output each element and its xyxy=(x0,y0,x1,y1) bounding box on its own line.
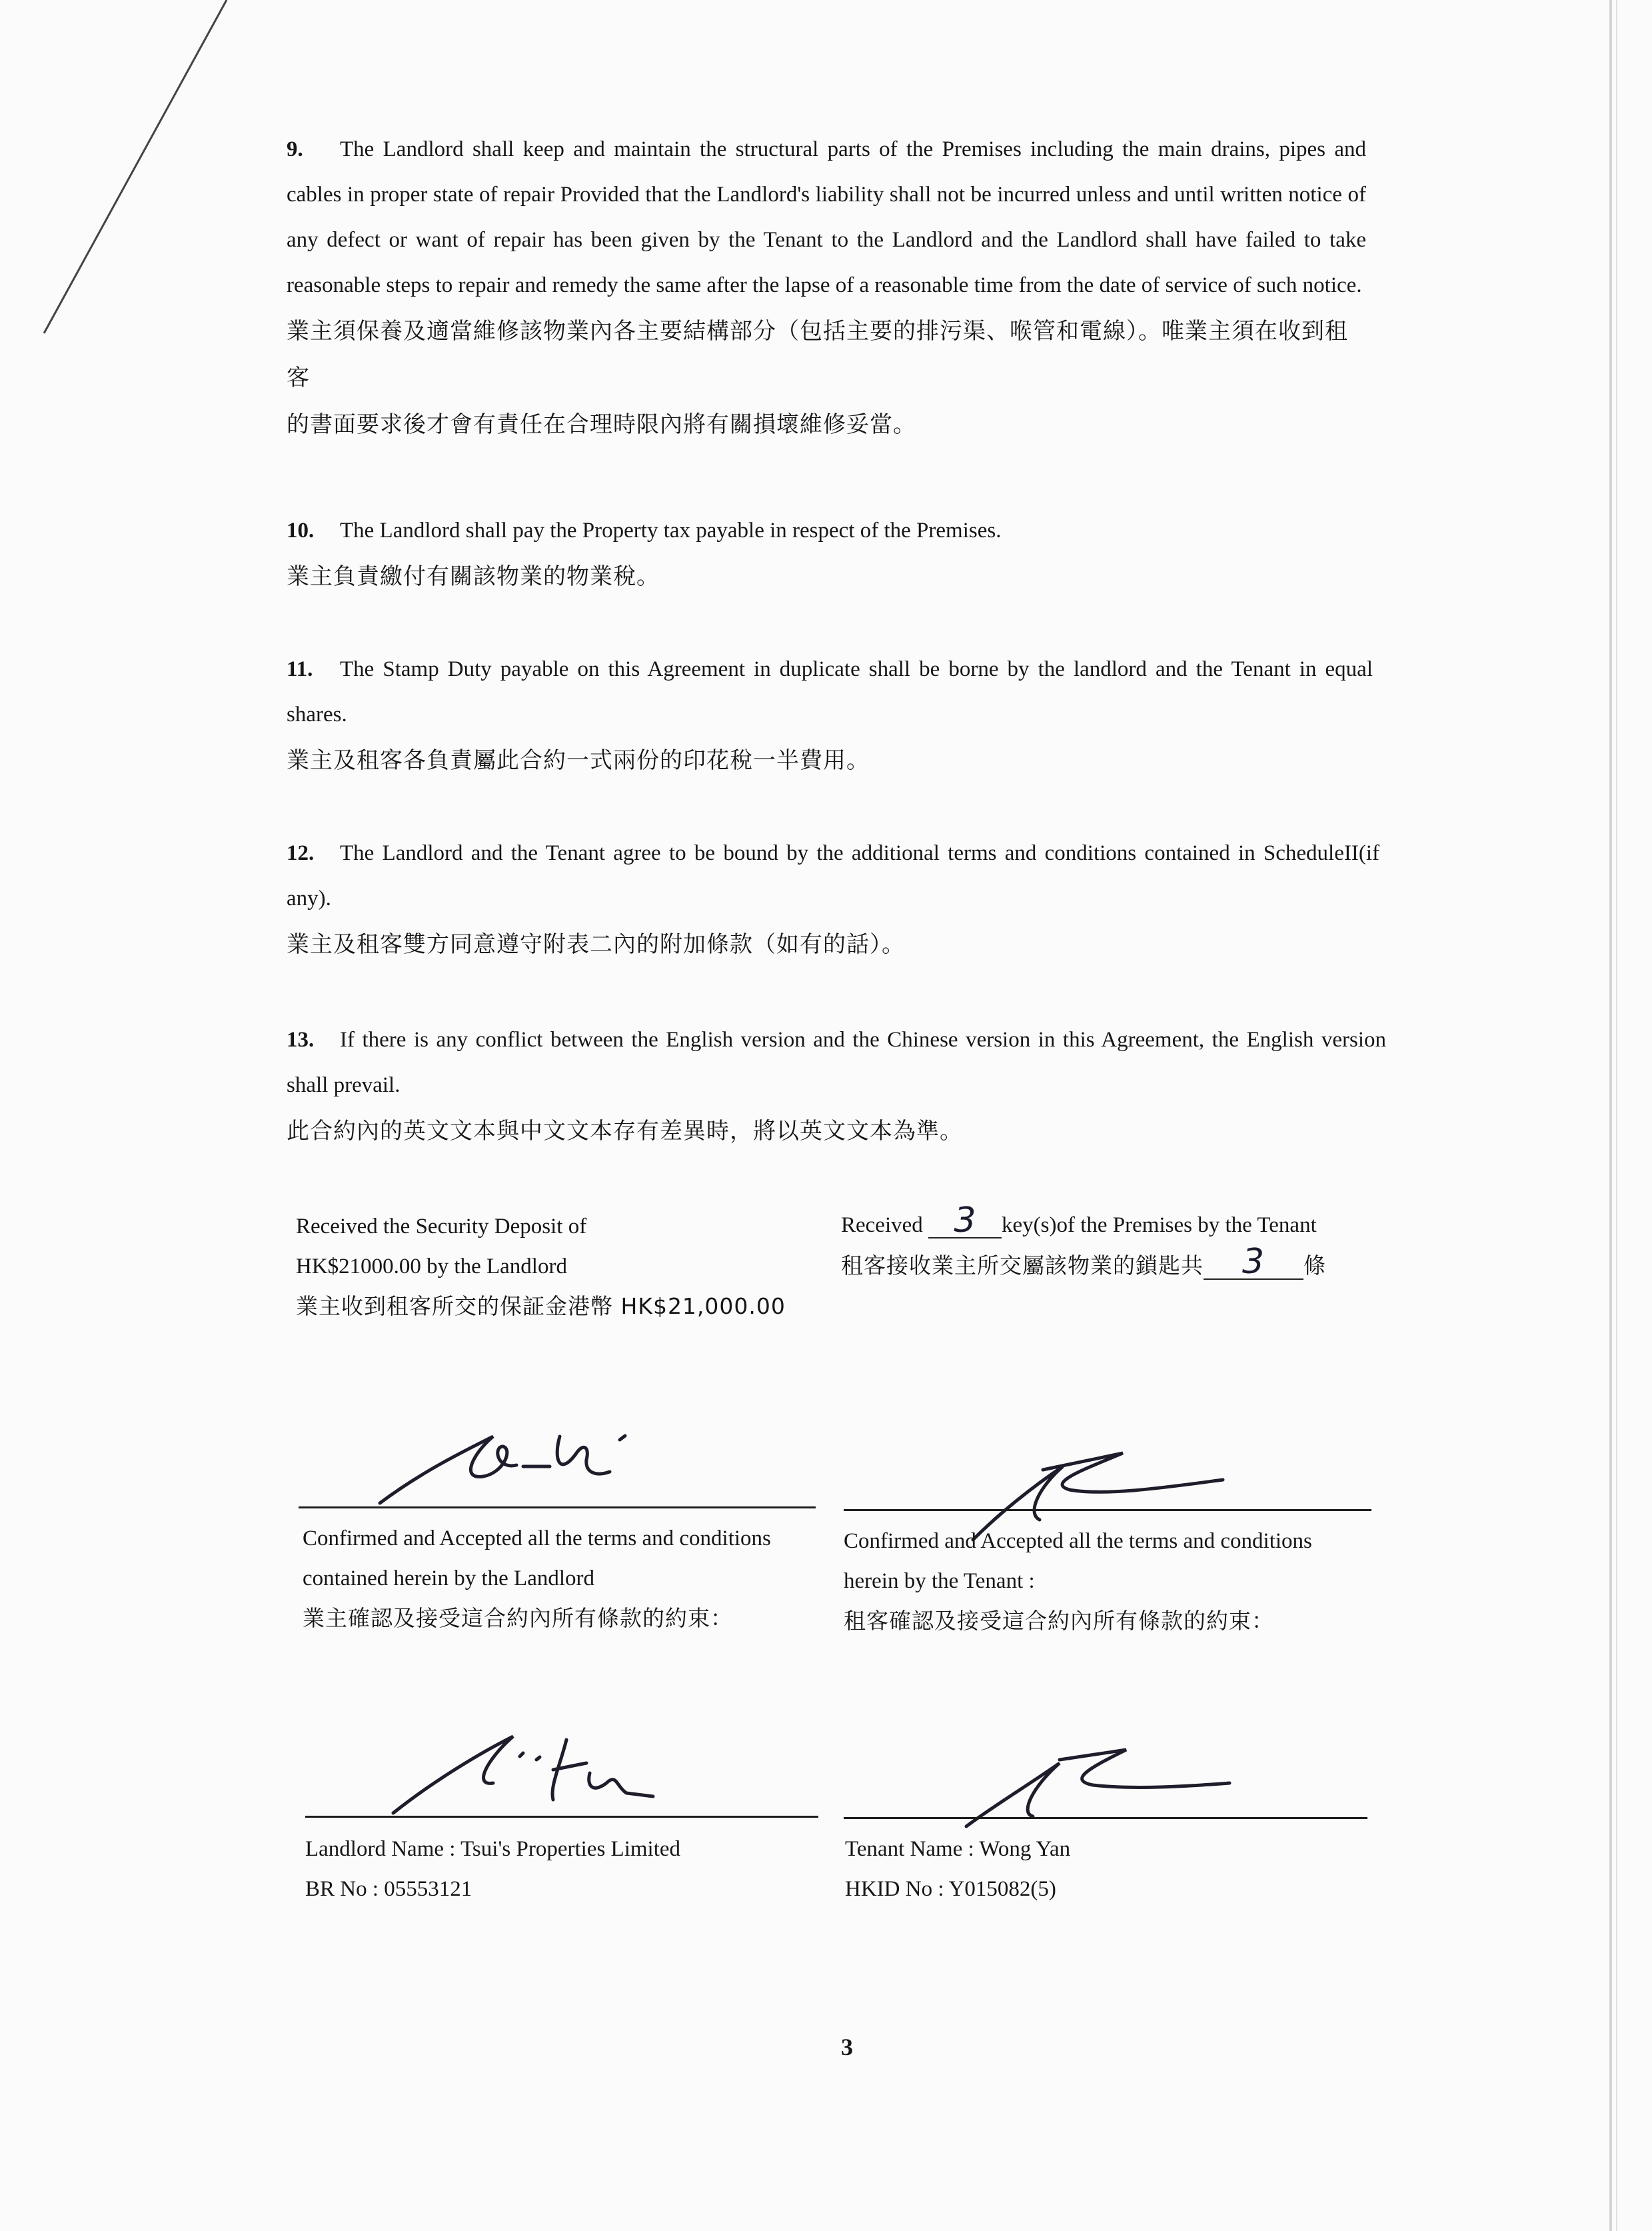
keys-receipt xyxy=(841,1200,1326,1286)
landlord-br-number: BR No : 05553121 xyxy=(305,1877,472,1901)
tenant-confirm-line-1: Confirmed and Accepted all the terms and conditions xyxy=(844,1529,1312,1553)
tenant-signature-line xyxy=(844,1509,1371,1511)
landlord-signature-line xyxy=(299,1506,816,1508)
keys-chinese-suffix: 條 xyxy=(1303,1252,1326,1278)
deposit-receipt xyxy=(296,1206,786,1326)
clause-9-english xyxy=(287,127,1366,308)
clause-12-english xyxy=(287,831,1379,921)
landlord-name-line xyxy=(305,1816,818,1818)
keys-line-chinese xyxy=(841,1242,1326,1286)
tenant-name-line xyxy=(844,1817,1367,1819)
clause-13-chinese: 此合約內的英文文本與中文文本存有差異時，將以英文文本為準。 xyxy=(287,1118,963,1144)
clause-10-chinese: 業主負責繳付有關該物業的物業稅。 xyxy=(287,563,660,590)
clause-10-english xyxy=(287,508,1366,553)
clause-12-chinese: 業主及租客雙方同意遵守附表二內的附加條款（如有的話）。 xyxy=(287,931,905,958)
clause-text: The Landlord shall keep and maintain the structural parts of the Premises including the main drains, pipes and cables in proper state of repair Provided that the Landlord's liability shall not be incurred unless and until written notice of any defect or want of repair has been given by the Tenant to the Landlord and the Landlord shall have failed to take reasonable steps to repair and remedy the same after the lapse of a reasonable time from the date of service of such notice. xyxy=(287,137,1366,297)
clause-number: 10. xyxy=(287,519,315,543)
clause-9-chinese-line-1: 業主須保養及適當維修該物業內各主要結構部分（包括主要的排污渠、喉管和電線）。唯業主須在收到租客 xyxy=(287,318,1348,391)
tenant-hkid: HKID No : Y015082(5) xyxy=(845,1877,1056,1901)
clause-11-english xyxy=(287,647,1373,737)
keys-line-english xyxy=(841,1200,1326,1245)
landlord-details xyxy=(305,1829,680,1909)
keys-received-prefix: Received xyxy=(841,1213,923,1237)
tenant-name: Tenant Name : Wong Yan xyxy=(845,1837,1071,1861)
tenant-confirmation xyxy=(844,1521,1312,1641)
clause-11-chinese: 業主及租客各負責屬此合約一式兩份的印花稅一半費用。 xyxy=(287,747,870,774)
clause-11 xyxy=(287,647,1373,784)
landlord-confirm-chinese: 業主確認及接受這合約內所有條款的約束： xyxy=(303,1605,733,1631)
clause-number: 12. xyxy=(287,841,315,865)
clause-13-english xyxy=(287,1017,1386,1108)
keys-received-suffix: key(s)of the Premises by the Tenant xyxy=(1002,1213,1317,1237)
page-number: 3 xyxy=(841,2034,853,2060)
deposit-line-1: Received the Security Deposit of xyxy=(296,1214,587,1238)
handwritten-key-count: 3 xyxy=(928,1204,1002,1238)
clause-9-chinese-line-2: 的書面要求後才會有責任在合理時限內將有關損壞維修妥當。 xyxy=(287,411,916,438)
tenant-confirm-line-2: herein by the Tenant : xyxy=(844,1569,1035,1593)
clause-13 xyxy=(287,1017,1386,1154)
clause-text: The Stamp Duty payable on this Agreement in duplicate shall be borne by the landlord and the Tenant in equal shares. xyxy=(287,657,1373,727)
scan-edge-shadow-inner xyxy=(1616,0,1617,2231)
landlord-name: Landlord Name : Tsui's Properties Limited xyxy=(305,1837,681,1861)
clause-9 xyxy=(287,127,1366,448)
clause-number: 9. xyxy=(287,137,303,161)
clause-text: The Landlord and the Tenant agree to be bound by the additional terms and conditions contained in ScheduleII(if any). xyxy=(287,841,1379,911)
landlord-confirmation xyxy=(303,1518,771,1638)
handwritten-key-count-chinese: 3 xyxy=(1204,1245,1303,1280)
landlord-confirm-line-1: Confirmed and Accepted all the terms and conditions xyxy=(303,1526,771,1550)
landlord-confirm-line-2: contained herein by the Landlord xyxy=(303,1566,595,1590)
tenant-confirm-chinese: 租客確認及接受這合約內所有條款的約束： xyxy=(844,1608,1274,1634)
clause-number: 11. xyxy=(287,657,313,681)
landlord-signature-second xyxy=(387,1720,666,1820)
clause-text: The Landlord shall pay the Property tax payable in respect of the Premises. xyxy=(340,519,1002,543)
keys-chinese-prefix: 租客接收業主所交屬該物業的鎖匙共 xyxy=(841,1252,1204,1278)
clause-text: If there is any conflict between the English version and the Chinese version in this Agreement, the English version shall prevail. xyxy=(287,1028,1386,1097)
clause-12 xyxy=(287,831,1379,968)
deposit-line-2: HK$21000.00 by the Landlord xyxy=(296,1254,567,1278)
scan-edge-shadow xyxy=(1609,0,1612,2231)
landlord-signature xyxy=(360,1413,680,1513)
clause-number: 13. xyxy=(287,1028,315,1052)
deposit-chinese: 業主收到租客所交的保証金港幣 HK$21,000.00 xyxy=(296,1293,786,1319)
tenant-details xyxy=(845,1829,1070,1909)
clause-10 xyxy=(287,508,1366,600)
